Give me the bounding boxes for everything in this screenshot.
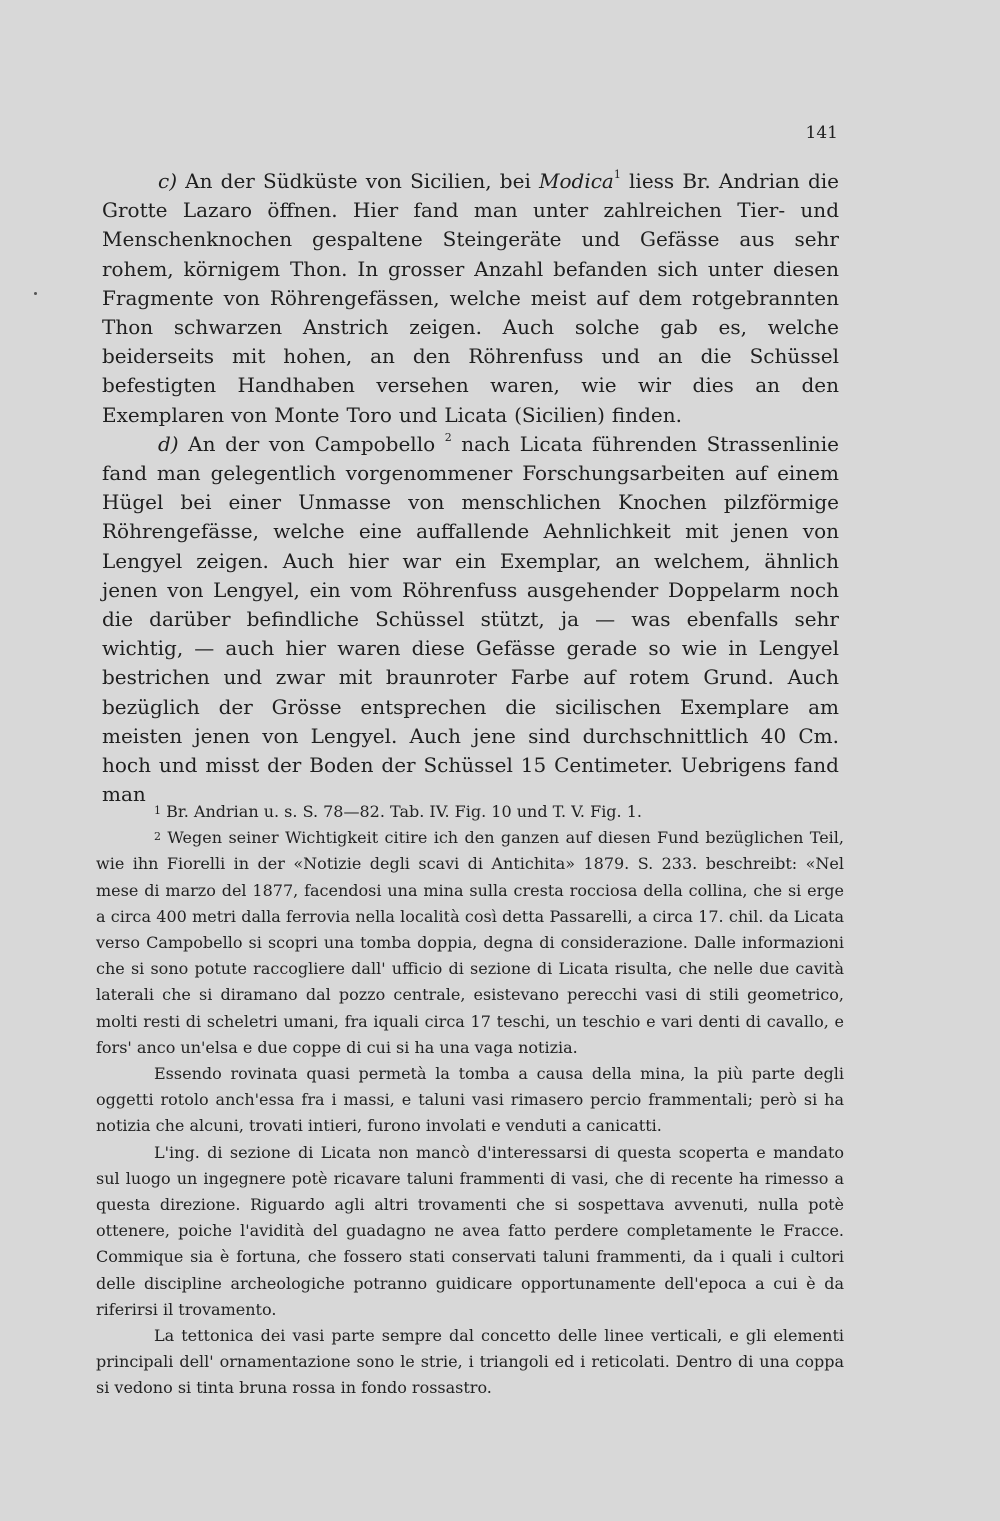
paragraph-c-prefix: An der Südküste von Sicilien, bei: [177, 169, 540, 193]
paragraph-c-text: liess Br. Andrian die Grotte Lazaro öffnen. Hier fand man unter zahlreichen Tier- und Menschenknochen gespaltene Steingeräte und Gefässe aus sehr rohem, körnigem Thon. In grosser Anzahl befanden sich unter diesen Fragmente von Röhrengefässen, welche meist auf dem rotgebrannten Thon schwarzen Anstrich zeigen. Auch solche gab es, welche beiderseits mit hohen, an den Röhrenfuss und an die Schüssel befestigten Handhaben versehen waren, wie wir dies an den Exemplaren von Monte Toro und Licata (Sicilien) finden.: [102, 169, 839, 427]
footnotes: [96, 799, 844, 1402]
paragraph-d: [102, 430, 839, 810]
footnote-2: [96, 825, 844, 1061]
footnote-1: [96, 799, 844, 825]
place-modica: Modica: [539, 169, 614, 193]
footnote-2-text: Wegen seiner Wichtigkeit citire ich den ganzen auf diesen Fund bezüglichen Teil, wie ihn Fiorelli in der «Notizie degli scavi di Antichita» 1879. S. 233. beschreibt: «Nel mese di marzo del 1877, facendosi una mina sulla cresta rocciosa della collina, che si erge a circa 400 metri dalla ferrovia nella località così detta Passarelli, a circa 17. chil. da Licata verso Campobello si scopri una tomba doppia, degna di considerazione. Dalle informazioni che si sono potute raccogliere dall' ufficio di sezione di Licata risulta, che nelle due cavità laterali che si diramano dal pozzo centrale, esistevano perecchi vasi di stili geometrico, molti resti di scheletri umani, fra iquali circa 17 teschi, un teschio e vari denti di cavallo, e fors' anco un'elsa e due coppe di cui si ha una vaga notizia.: [96, 828, 844, 1057]
footnote-1-marker: 1: [154, 804, 161, 817]
paragraph-c-label: c): [158, 169, 178, 193]
paragraph-c: [102, 167, 839, 430]
footnote-ref-1: 1: [613, 168, 621, 182]
scan-speck: [34, 292, 37, 295]
footnote-2-paragraph-3: [96, 1140, 844, 1323]
footnote-2-paragraph-2: [96, 1061, 844, 1140]
footnote-2-paragraph-3-text: L'ing. di sezione di Licata non mancò d'interessarsi di questa scoperta e mandato sul luogo un ingegnere potè ricavare taluni frammenti di vasi, che di recente ha rimesso a questa direzione. Riguardo agli altri trovamenti che si sospettava avvenuti, nulla potè ottenere, poiche l'avidità del guadagno ne avea fatto perdere completamente le Fracce. Commique sia è fortuna, che fossero stati conservati taluni frammenti, da i quali i cultori delle discipline archeologiche potranno guidicare opportunamente dell'epoca a cui è da riferirsi il trovamento.: [96, 1142, 844, 1319]
footnote-2-marker: 2: [154, 830, 161, 844]
footnote-2-paragraph-2-text: Essendo rovinata quasi permetà la tomba a causa della mina, la più parte degli oggetti rotolo anch'essa fra i massi, e taluni vasi rimasero percio frammentali; però si ha notizia che alcuni, trovati intieri, furono involati e venduti a canicatti.: [96, 1064, 844, 1136]
paragraph-d-text: nach Licata führenden Strassenlinie fand man gelegentlich vorgenommener Forschungsarbeiten auf einem Hügel bei einer Unmasse von menschlichen Knochen pilzförmige Röhrengefässe, welche eine auffallende Aehnlichkeit mit jenen von Lengyel zeigen. Auch hier war ein Exemplar, an welchem, ähnlich jenen von Lengyel, ein vom Röhrenfuss ausgehender Doppelarm noch die darüber befindliche Schüssel stützt, ja — was ebenfalls sehr wichtig, — auch hier waren diese Gefässe gerade so wie in Lengyel bestrichen und zwar mit braunroter Farbe auf rotem Grund. Auch bezüglich der Grösse entsprechen die sicilischen Exemplare am meisten jenen von Lengyel. Auch jene sind durchschnittlich 40 Cm. hoch und misst der Boden der Schüssel 15 Centimeter. Uebrigens fand man: [102, 431, 839, 807]
footnote-1-text: Br. Andrian u. s. S. 78—82. Tab. IV. Fig. 10 und T. V. Fig. 1.: [161, 802, 642, 821]
footnote-2-paragraph-4: [96, 1323, 844, 1402]
paragraph-d-prefix: An der von Campobello: [178, 431, 445, 456]
main-text: [102, 167, 839, 809]
page-number: 141: [805, 123, 838, 143]
footnote-ref-2: 2: [444, 431, 452, 445]
footnote-2-paragraph-4-text: La tettonica dei vasi parte sempre dal concetto delle linee verticali, e gli elementi principali dell' ornamentazione sono le strie, i triangoli ed i reticolati. Dentro di una coppa si vedono si tinta bruna rossa in fondo rossastro.: [96, 1326, 844, 1398]
paragraph-d-label: d): [158, 431, 179, 456]
